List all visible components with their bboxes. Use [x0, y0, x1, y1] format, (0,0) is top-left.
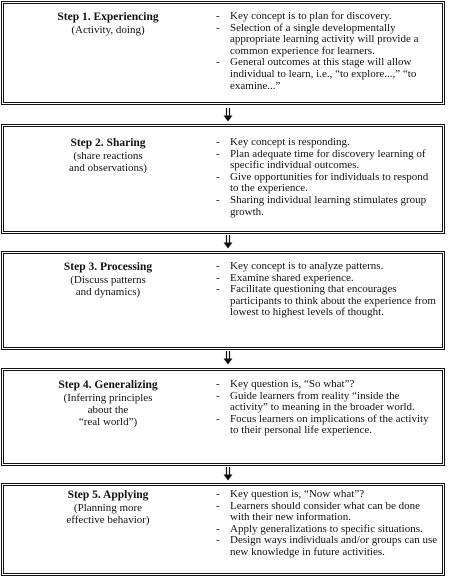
step-4-box — [3, 370, 443, 464]
step-4-header — [4, 379, 212, 428]
step-1-box — [3, 3, 443, 103]
step-3-points — [216, 261, 438, 319]
step-4-subtitle-line-1: (Inferring principles — [63, 392, 153, 404]
step-2-point-1: - Key concept is responding. — [216, 137, 438, 149]
step-3-title: Step 3. Processing — [63, 261, 153, 273]
step-2-title: Step 2. Sharing — [70, 137, 146, 149]
step-1-points — [216, 11, 438, 92]
step-1-point-2: - Selection of a single developmentally appropriate learning activity will provide a common experience for learners. — [216, 23, 438, 58]
step-3-header — [4, 261, 212, 298]
down-arrow-icon — [222, 108, 234, 122]
step-1-header — [4, 11, 212, 36]
step-2-box — [3, 126, 443, 232]
down-arrow-icon — [222, 235, 234, 249]
step-2-point-2: - Plan adequate time for discovery learning of specific individual outcomes. — [216, 149, 438, 172]
step-2-subtitle-line-2: and observations) — [69, 162, 147, 174]
step-2-points — [216, 137, 438, 218]
step-5-title: Step 5. Applying — [67, 489, 149, 501]
step-5-subtitle-line-1: (Planning more — [73, 502, 143, 514]
step-1-point-1: - Key concept is to plan for discovery. — [216, 11, 438, 23]
step-5-header — [4, 489, 212, 526]
step-5-points — [216, 489, 438, 559]
step-2-subtitle-line-1: (share reactions — [73, 150, 143, 162]
step-4-points — [216, 379, 438, 437]
step-3-subtitle-line-2: and dynamics) — [75, 286, 141, 298]
step-5-box — [3, 485, 443, 574]
step-3-point-3: - Facilitate questioning that encourages participants to think about the experience from lowest to highest levels of thought. — [216, 284, 438, 319]
step-3-subtitle-line-1: (Discuss patterns — [70, 274, 146, 286]
step-3-box — [3, 253, 443, 348]
down-arrow-icon — [222, 351, 234, 365]
step-5-point-1: - Key question is, “Now what”? — [216, 489, 438, 501]
step-4-point-2: - Guide learners from reality “inside the activity” to meaning in the broader world. — [216, 391, 438, 414]
step-4-point-3: - Focus learners on implications of the activity to their personal life experience. — [216, 414, 438, 437]
step-4-subtitle-line-2: about the — [87, 404, 129, 416]
step-5-point-3: - Apply generalizations to specific situations. — [216, 524, 438, 536]
step-2-point-4: - Sharing individual learning stimulates group growth. — [216, 195, 438, 218]
step-3-point-2: - Examine shared experience. — [216, 273, 438, 285]
step-5-point-4: - Design ways individuals and/or groups can use new knowledge in future activities. — [216, 535, 438, 558]
step-4-point-1: - Key question is, “So what”? — [216, 379, 438, 391]
step-4-title: Step 4. Generalizing — [58, 379, 158, 391]
down-arrow-icon — [222, 467, 234, 481]
step-1-point-3: - General outcomes at this stage will allow individual to learn, i.e., “to explore...,” “to examine...” — [216, 57, 438, 92]
step-2-header — [4, 137, 212, 174]
step-2-point-3: - Give opportunities for individuals to respond to the experience. — [216, 172, 438, 195]
step-5-point-2: - Learners should consider what can be done with their new information. — [216, 501, 438, 524]
step-4-subtitle-line-3: “real world”) — [78, 416, 138, 428]
step-1-subtitle-line-1: (Activity, doing) — [71, 24, 145, 36]
step-1-title: Step 1. Experiencing — [57, 11, 159, 23]
step-3-point-1: - Key concept is to analyze patterns. — [216, 261, 438, 273]
step-5-subtitle-line-2: effective behavior) — [66, 514, 150, 526]
